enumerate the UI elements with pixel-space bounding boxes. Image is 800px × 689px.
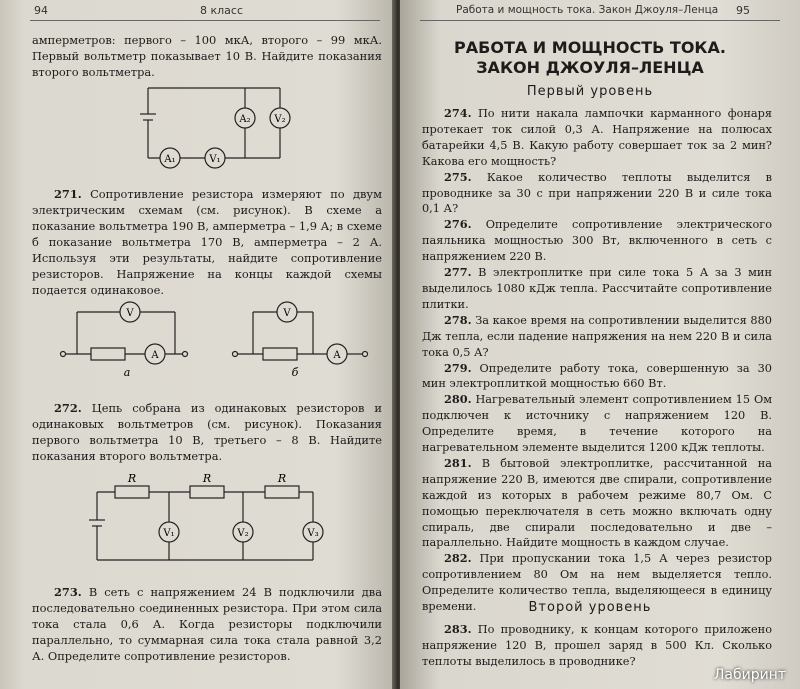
problem-273-number: 273.	[54, 585, 82, 599]
fig3-label-r1: R	[127, 472, 137, 485]
intro-paragraph: амперметров: первого – 100 мкА, второго – 99 мкА. Первый вольтметр показывает 10 В. Найдите показания второго вольтметра.	[32, 33, 382, 79]
problem-275: 275. Какое количество теплоты выделится в проводнике за 30 с при напряжении 220 В и силе тока 0,1 А?	[422, 169, 772, 216]
problem-271-text: Сопротивление резистора измеряют по двум электрическим схемам (см. рисунок). В схеме а показание вольтметра 190 В, амперметра – 1,9 А; в схеме б показание вольтметра 170 В, амперметра – 2 А. Используя эти результаты, найдите сопротивление резисторов. Напряжение на концы каждой схемы подается одинаковое.	[32, 187, 382, 297]
problem-272	[32, 400, 382, 464]
header-rule-left	[30, 20, 380, 21]
chapter-title-line-1: РАБОТА И МОЩНОСТЬ ТОКА.	[454, 38, 726, 57]
problem-list	[422, 106, 772, 615]
problem-280: 280. Нагревательный элемент сопротивлением 15 Ом подключен к источнику с напряжением 120 В. Определите время, в течение которого на нагревательном элементе выделится 1200 кДж теплоты.	[422, 392, 773, 455]
problem-272-number: 272.	[54, 401, 82, 415]
watermark-logo: Лабиринт	[713, 667, 786, 683]
left-page	[0, 0, 396, 689]
fig2-caption-b: б	[291, 366, 299, 379]
problem-276: 276. Определите сопротивление электрического паяльника мощностью 300 Вт, включенного в сеть с напряжением 220 В.	[422, 217, 772, 264]
problem-271-number: 271.	[54, 187, 82, 201]
problem-283-number: 283.	[444, 622, 472, 636]
right-page	[400, 0, 800, 689]
header-rule-right	[420, 20, 780, 21]
fig3-label-r2: R	[202, 472, 212, 485]
fig3-label-r3: R	[277, 472, 287, 485]
problem-283	[422, 622, 772, 670]
fig2-label-v-b: V	[283, 308, 291, 319]
page-number-left: 94	[34, 4, 48, 17]
fig1-label-a2: A₂	[239, 114, 251, 125]
circuit-figure-2	[55, 298, 375, 380]
fig1-label-v1: V₁	[209, 154, 221, 165]
section-heading-level-2: Второй уровень	[528, 600, 652, 615]
running-head-right: Работа и мощность тока. Закон Джоуля–Ленца	[456, 4, 719, 16]
page-number-right: 95	[736, 4, 750, 17]
fig3-label-v3: V₃	[307, 528, 319, 539]
fig3-label-v1: V₁	[163, 528, 175, 539]
problem-277: 277. В электроплитке при силе тока 5 А за 3 мин выделилось 1080 кДж тепла. Рассчитайте сопротивление плитки.	[422, 265, 772, 311]
fig2-label-a-b: A	[333, 350, 341, 361]
fig1-label-v2: V₂	[274, 114, 286, 125]
circuit-figure-1	[130, 80, 300, 175]
problem-274: 274. По нити накала лампочки карманного фонаря протекает ток силой 0,3 А. Напряжение на полюсах батарейки 4,5 В. Какую работу совершает ток за 2 мин? Какова его мощность?	[422, 106, 772, 168]
problem-281: 281. В бытовой электроплитке, рассчитанной на напряжение 220 В, имеются две спирали, сопротивление каждой из которых в рабочем режиме 80,7 Ом. С помощью переключателя в сеть можно включать одну спираль, две спирали последовательно и две – параллельно. Найдите мощность в каждом случае.	[422, 455, 773, 550]
problem-278: 278. За какое время на сопротивлении выделится 880 Дж тепла, если падение напряжения на нем 220 В и сила тока 0,5 А?	[422, 312, 772, 359]
fig2-caption-a: а	[123, 366, 131, 379]
section-heading-level-1: Первый уровень	[526, 84, 654, 99]
circuit-figure-3	[85, 470, 335, 570]
problem-279: 279. Определите работу тока, совершенную за 30 мин электроплиткой мощностью 660 Вт.	[422, 360, 772, 391]
fig2-label-a-a: A	[151, 350, 159, 361]
problem-271	[32, 186, 382, 298]
problem-273-text: В сеть с напряжением 24 В подключили два последовательно соединенных резистора. При этом сила тока стала 0,6 А. Когда резисторы подключили параллельно, то суммарная сила тока стала равной 3,2 А. Определите сопротивление резисторов.	[32, 585, 382, 663]
chapter-title-line-2: ЗАКОН ДЖОУЛЯ–ЛЕНЦА	[476, 58, 704, 77]
fig3-label-v2: V₂	[237, 528, 249, 539]
running-head-left: 8 класс	[200, 4, 244, 17]
fig1-label-a1: A₁	[164, 154, 176, 165]
problem-272-text: Цепь собрана из одинаковых резисторов и одинаковых вольтметров (см. рисунок). Показания первого вольтметра 10 В, третьего – 8 В. Найдите показания второго вольтметра.	[32, 401, 382, 463]
fig2-label-v-a: V	[126, 308, 134, 319]
problem-282: 282. При пропускании тока 1,5 А через резистор сопротивлением 80 Ом на нем выделяется тепло. Определите количество тепла, выделяющееся в единицу времени.	[422, 551, 772, 614]
problem-273	[32, 584, 382, 664]
problem-283-text: По проводнику, к концам которого приложено напряжение 120 В, прошел заряд в 500 Кл. Сколько теплоты выделилось в проводнике?	[422, 623, 772, 668]
